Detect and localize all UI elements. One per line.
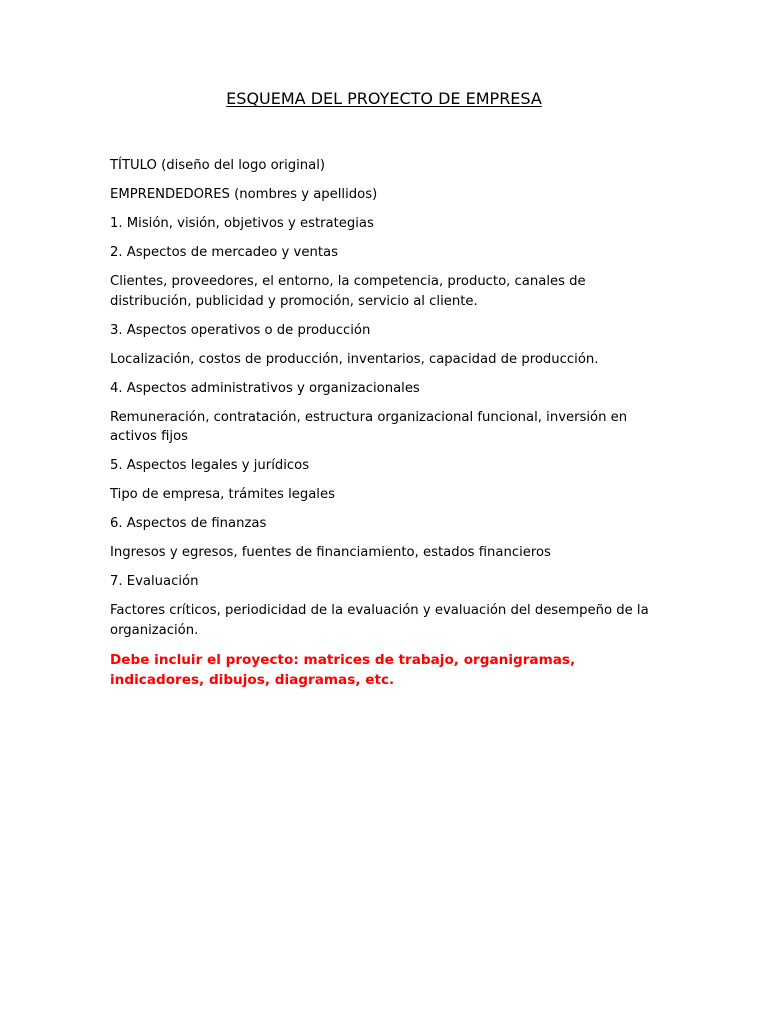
document-title: ESQUEMA DEL PROYECTO DE EMPRESA [226, 89, 542, 108]
section-7-heading: 7. Evaluación [110, 574, 199, 589]
section-7-description: Factores críticos, periodicidad de la evaluación y evaluación del desempeño de la organización. [110, 603, 649, 638]
section-3-heading: 3. Aspectos operativos o de producción [110, 322, 371, 338]
section-6-description: Ingresos y egresos, fuentes de financiamiento, estados financieros [110, 545, 551, 560]
section-2-description: Clientes, proveedores, el entorno, la competencia, producto, canales de distribución, publicidad y promoción, servicio al cliente. [110, 274, 586, 309]
section-6-heading: 6. Aspectos de finanzas [110, 516, 267, 531]
heading-emprendedores: EMPRENDEDORES (nombres y apellidos) [110, 187, 378, 202]
section-4-description: Remuneración, contratación, estructura organizacional funcional, inversión en activos fijos [110, 409, 628, 444]
document-body [110, 156, 662, 690]
section-2-heading: 2. Aspectos de mercadeo y ventas [110, 245, 338, 260]
red-requirement-note: Debe incluir el proyecto: matrices de trabajo, organigramas, indicadores, dibujos, diagramas, etc. [110, 651, 576, 688]
section-1-heading: 1. Misión, visión, objetivos y estrategias [110, 216, 374, 231]
section-5-description: Tipo de empresa, trámites legales [110, 487, 335, 502]
section-3-description: Localización, costos de producción, inventarios, capacidad de producción. [110, 351, 599, 367]
section-4-heading: 4. Aspectos administrativos y organizacionales [110, 380, 420, 396]
heading-titulo: TÍTULO (diseño del logo original) [110, 158, 326, 173]
section-5-heading: 5. Aspectos legales y jurídicos [110, 458, 310, 473]
